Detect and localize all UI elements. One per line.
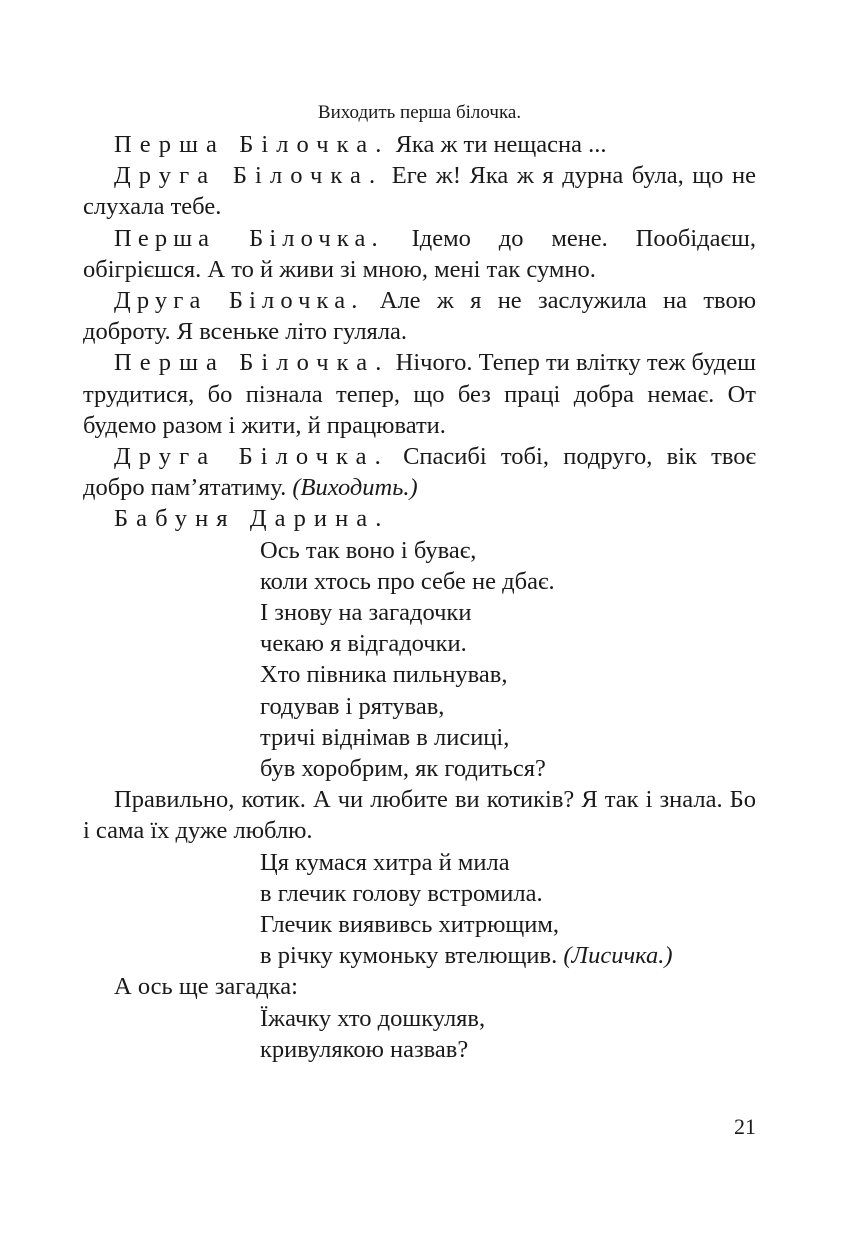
line-text: Яка ж ти нещасна ...: [389, 131, 607, 158]
page-number: 21: [734, 1114, 756, 1139]
verse-block: [83, 847, 756, 972]
verse-line: І знову на загадочки: [260, 599, 472, 627]
line-text: Спасибі тобі, подруго, вік твоє добро пам’ятатиму.: [83, 443, 756, 502]
speaker-name: Бабуня Дарина.: [114, 505, 390, 533]
line-text: Еге ж! Яка ж я дурна була, що не слухала тебе.: [83, 162, 756, 221]
verse-line: кривулякою назвав?: [260, 1035, 469, 1063]
dialog-line: [83, 347, 756, 441]
verse-line: Ось так воно і буває,: [260, 536, 477, 564]
speaker-name: Перша Білочка.: [114, 349, 390, 377]
line-text: Нічого. Тепер ти влітку теж будеш трудитися, бо пізнала тепер, що без праці добра немає. От будемо разом і жити, й працювати.: [83, 349, 756, 439]
verse-line: тричі віднімав в лисиці,: [260, 723, 510, 751]
verse-line: був хоробрим, як годиться?: [260, 755, 546, 783]
dialog-line: [83, 503, 756, 534]
verse-line: чекаю я відгадочки.: [260, 630, 467, 658]
prose-paragraph: Правильно, котик. А чи любите ви котиків? Я так і знала. Бо і сама їх дуже люблю.: [83, 786, 756, 845]
prose-paragraph: А ось ще загадка:: [114, 973, 298, 1001]
riddle-answer: (Лисичка.): [563, 942, 673, 970]
page-body: [83, 98, 756, 1065]
speaker-name: Перша Білочка.: [114, 224, 384, 252]
verse-line-text: в річку кумоньку втелющив.: [260, 942, 564, 970]
line-text: Ідемо до мене. Пообідаєш, обігрієшся. А то й живи зі мною, мені так сумно.: [83, 224, 756, 283]
speaker-name: Перша Білочка.: [114, 131, 390, 158]
verse-line: Їжачку хто дошкуляв,: [260, 1004, 486, 1032]
verse-line: коли хтось про себе не дбає.: [260, 567, 555, 595]
speaker-name: Друга Білочка.: [114, 162, 384, 190]
verse-block: [83, 1003, 756, 1065]
verse-line: Глечик виявивсь хитрющим,: [260, 911, 560, 939]
dialog-line: [83, 160, 756, 222]
dialog-line: [83, 441, 756, 503]
dialog-line: [83, 223, 756, 285]
dialog-line: [83, 129, 756, 160]
verse-line: Хто півника пильнував,: [260, 661, 508, 689]
line-text: Але ж я не заслужила на твою доброту. Я всеньке літо гуляла.: [83, 287, 756, 346]
verse-line: Ця кумася хитра й мила: [260, 848, 510, 876]
stage-remark: (Виходить.): [292, 474, 418, 502]
speaker-name: Друга Білочка.: [114, 287, 364, 315]
dialog-line: [83, 285, 756, 347]
verse-line: в глечик голову встромила.: [260, 879, 543, 907]
verse-block: [83, 535, 756, 785]
verse-line: годував і рятував,: [260, 692, 445, 720]
stage-direction: Виходить перша білочка.: [317, 102, 522, 123]
verse-line: [260, 940, 756, 971]
speaker-name: Друга Білочка.: [114, 443, 389, 471]
